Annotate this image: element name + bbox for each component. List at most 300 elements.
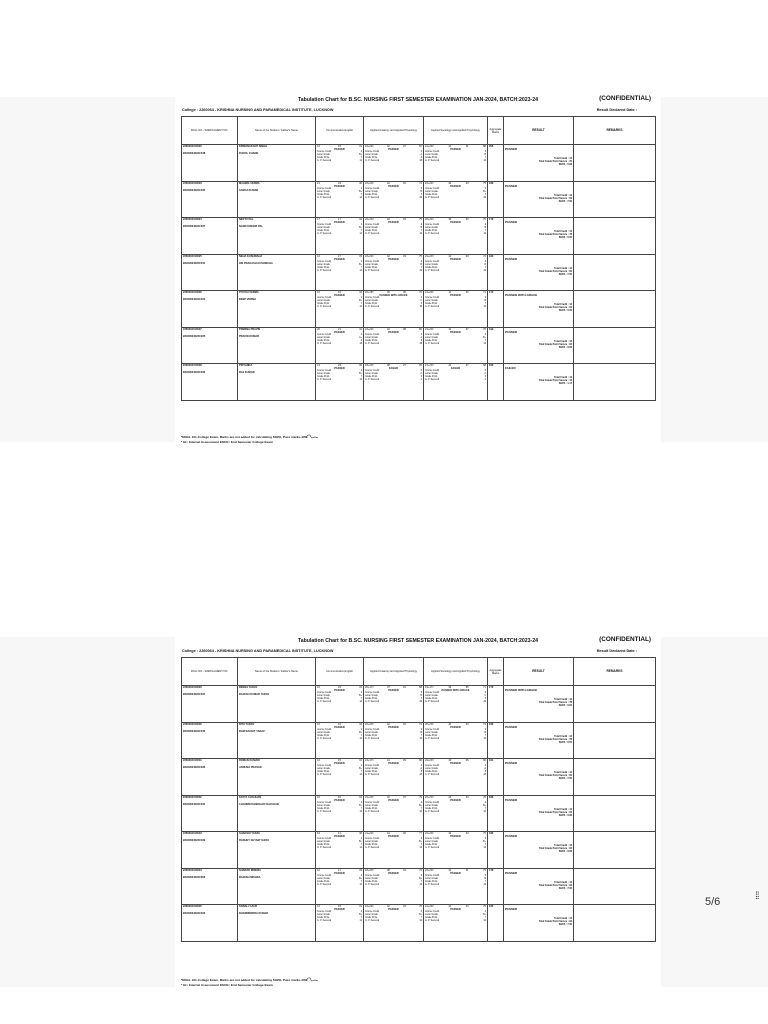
grade-value: 0 <box>484 379 486 381</box>
grade-value: 7 <box>360 880 362 883</box>
subject-status: PASSED <box>450 330 461 334</box>
grade-label: G. P. Secured <box>365 774 380 776</box>
grade-value: 7 <box>484 807 486 810</box>
grade-label: Course Credit <box>317 692 332 694</box>
grade-line <box>317 197 362 200</box>
grade-label: Course Credit <box>365 911 380 913</box>
grade-value: 2 <box>360 151 362 153</box>
roll-cell <box>182 364 238 401</box>
grade-label: Grade Point <box>317 193 330 196</box>
grade-label: Grade Point <box>425 193 438 196</box>
name-cell <box>238 181 316 218</box>
total-line <box>505 346 572 349</box>
mark-value: 42 <box>386 181 390 185</box>
subject-status: FAILED <box>388 367 399 370</box>
total-label: Total Grade Point Secure : <box>538 920 569 923</box>
mark-value: 31 <box>359 759 362 762</box>
student-row <box>182 218 656 255</box>
grade-value: A+ <box>359 336 362 339</box>
grade-label: Letter Grade <box>317 190 330 193</box>
grade-label: Course Credit <box>365 370 380 372</box>
grade-label: G. P. Secured <box>425 233 440 235</box>
result-cell <box>504 364 574 401</box>
mark-value: 37 <box>465 327 469 331</box>
subject-cell <box>316 327 364 364</box>
grade-label: G. P. Secured <box>317 920 332 922</box>
total-label: SGPA : <box>558 886 567 890</box>
grade-label: Course Credit <box>365 838 380 840</box>
mark-value: 30 <box>359 181 362 185</box>
grade-line <box>317 920 362 923</box>
header-subject-sociology: Applied Sociology and Applied Psychology <box>424 117 488 145</box>
mark-value: 40 <box>386 291 390 294</box>
result-declared-date: Result Declared Date : <box>596 649 637 653</box>
result-cell <box>504 905 574 942</box>
grade-value: 42 <box>483 160 486 162</box>
subject-cell <box>424 868 488 905</box>
grade-line <box>317 847 362 850</box>
result-cell <box>504 686 574 723</box>
enrollment-number: BSCN004023C027 <box>183 225 206 228</box>
grade-label: Letter Grade <box>317 300 330 302</box>
mark-value: 41 <box>448 254 452 258</box>
grade-value: 8 <box>484 771 486 773</box>
grade-label: G. P. Secured <box>425 774 440 776</box>
grade-value: 6 <box>420 151 422 153</box>
mark-value: 75 <box>483 181 486 185</box>
roll-cell <box>182 686 238 723</box>
confidential-label: (CONFIDENTIAL) <box>599 95 651 102</box>
grade-value: B+ <box>359 768 362 770</box>
grade-value: 48 <box>419 342 422 345</box>
student-row <box>182 327 656 364</box>
result-cell <box>504 145 574 182</box>
total-value: 84 <box>569 196 572 200</box>
grade-label: Grade Point <box>365 917 378 919</box>
student-name: ROMAN KUMARI <box>239 759 260 762</box>
total-label: Total Grade Point Secure : <box>538 233 569 236</box>
mark-value: 42 <box>386 905 390 908</box>
roll-number: 2260064010031 <box>183 759 202 762</box>
total-label: Total Grade Point Secure : <box>538 847 569 850</box>
subject-cell <box>364 905 424 942</box>
remarks-cell <box>574 832 656 869</box>
grade-value: 14 <box>359 774 362 776</box>
mark-value: 73 <box>483 868 486 872</box>
grade-line <box>425 701 486 704</box>
mark-value: 41 <box>386 832 390 835</box>
grade-value: B <box>484 731 486 734</box>
grade-label: Course Credit <box>425 692 440 694</box>
total-value: 1.17 <box>567 382 572 385</box>
total-value: 12 <box>569 303 572 306</box>
subject-cell <box>316 686 364 723</box>
mark-value: 74 <box>419 181 422 185</box>
result-status: PASSED WITH GRACE <box>505 293 538 297</box>
subject-status: PASSED <box>388 221 399 224</box>
father-name: PHOOL CHAND <box>239 152 259 155</box>
grade-value: B+ <box>359 227 362 229</box>
grade-label: Letter Grade <box>365 768 378 770</box>
grade-line <box>317 884 362 887</box>
total-label: Total Grade Point Secure : <box>538 379 569 382</box>
grade-value: 6 <box>420 224 422 226</box>
grade-label: Letter Grade <box>365 227 378 229</box>
father-name: SAROJ KUMAR <box>239 188 259 192</box>
result-status: PASSED <box>505 797 518 802</box>
student-row <box>182 868 656 905</box>
mark-value: 22+20= <box>365 795 374 799</box>
grade-label: G. P. Secured <box>317 269 332 272</box>
tabulation-table <box>181 657 656 942</box>
mark-value: 44 <box>448 759 452 762</box>
subject-status: PASSED <box>334 908 345 911</box>
grade-line <box>365 884 422 887</box>
grade-label: Grade Point <box>317 339 330 342</box>
name-cell <box>238 686 316 723</box>
grade-value: 14 <box>359 269 362 272</box>
subject-status: PASSED <box>388 762 399 765</box>
total-line <box>505 923 572 926</box>
grade-value: 0 <box>420 379 422 381</box>
roll-cell <box>182 145 238 182</box>
mark-value: 41 <box>448 905 452 908</box>
grade-value: 6 <box>484 728 486 731</box>
result-status: PASSED <box>505 329 518 334</box>
mark-value: 18+20= <box>365 868 374 872</box>
grade-line <box>365 811 422 814</box>
mark-value: 22+20= <box>365 327 374 331</box>
subject-cell <box>424 291 488 328</box>
enrollment-number: BSCN004023C024 <box>183 298 206 301</box>
grade-value: B <box>484 300 486 302</box>
grade-value: B+ <box>419 804 422 807</box>
roll-number: 2260064010030 <box>183 722 202 726</box>
subject-status: PASSED <box>388 257 399 261</box>
mark-value: 20 <box>317 327 320 331</box>
total-value: 14 <box>569 379 572 382</box>
grade-label: G. P. Secured <box>425 196 440 199</box>
grade-value: C <box>484 695 486 697</box>
grade-value: 14 <box>359 847 362 849</box>
grade-value: A <box>420 336 422 339</box>
father-name: JAMUNA PRASAD <box>239 766 262 769</box>
grade-value: 42 <box>419 701 422 703</box>
aggregate-cell: 182 <box>488 832 504 869</box>
mark-value: 27 <box>403 364 406 367</box>
mark-value: 34 <box>465 795 469 799</box>
total-value: 6.83 <box>567 813 572 817</box>
grade-label: Letter Grade <box>317 768 330 770</box>
student-name: RIYA YADAV <box>239 722 255 726</box>
grade-value: 6 <box>420 260 422 263</box>
result-status: FAILED <box>505 366 516 370</box>
grade-value: 7 <box>360 157 362 159</box>
grade-label: G. P. Secured <box>365 701 380 703</box>
mark-value: 37 <box>386 686 390 689</box>
subject-status: PASSED <box>450 294 461 297</box>
mark-value: 21+20= <box>425 145 434 148</box>
grade-label: G. P. Secured <box>365 810 380 813</box>
grade-label: G. P. Secured <box>317 160 332 162</box>
grade-value: 6 <box>484 692 486 694</box>
grade-value: 6 <box>420 911 422 913</box>
mark-value: 38 <box>403 327 406 331</box>
grade-label: Course Credit <box>425 260 440 263</box>
grade-value: B+ <box>483 841 486 843</box>
grade-label: G. P. Secured <box>365 883 380 886</box>
subject-cell <box>424 254 488 291</box>
total-label: SGPA : <box>558 923 567 926</box>
header-remarks: REMARKS <box>574 117 656 145</box>
grade-value: 7 <box>484 734 486 737</box>
enrollment-number: BSCN004023C036 <box>183 766 206 769</box>
total-label: Total Grade Point Secure : <box>538 774 569 777</box>
mark-value: 68 <box>483 364 486 367</box>
grade-label: Letter Grade <box>317 731 330 734</box>
totals-block <box>505 267 572 276</box>
signature-icon <box>305 433 319 439</box>
mark-value: 36 <box>359 364 362 367</box>
grade-label: Letter Grade <box>425 263 438 266</box>
grade-value: 7 <box>360 844 362 846</box>
grade-label: Letter Grade <box>425 336 438 339</box>
result-cell <box>504 868 574 905</box>
subject-status: PASSED <box>388 184 399 188</box>
roll-number: 2260064010026 <box>183 291 202 294</box>
father-name: RAJ KUMAR <box>239 371 255 374</box>
total-value: 6.83 <box>567 345 572 349</box>
total-label: SGPA : <box>558 850 567 853</box>
grade-value: F <box>484 373 486 375</box>
grade-label: Grade Point <box>365 157 378 159</box>
grade-label: Grade Point <box>365 376 378 378</box>
student-row <box>182 795 656 832</box>
mark-value: 70 <box>483 218 486 221</box>
mark-value: 65 <box>419 364 422 367</box>
student-name: MAHIMA VERMA <box>239 181 260 185</box>
grade-label: Grade Point <box>317 880 330 883</box>
student-row <box>182 722 656 759</box>
grade-label: Grade Point <box>365 880 378 883</box>
grade-value: 8 <box>420 339 422 342</box>
total-label: Total Credit : <box>554 303 569 306</box>
mark-value: 21+20= <box>425 364 434 367</box>
grade-value: B+ <box>359 877 362 880</box>
subject-cell <box>364 218 424 255</box>
grade-value: 42 <box>419 269 422 272</box>
mark-value: 22+20= <box>365 218 374 221</box>
totals-block <box>505 917 572 926</box>
subject-status: PASSED <box>450 798 461 802</box>
student-name: NEETU PAL <box>239 218 254 221</box>
more-options-icon[interactable]: ⁞⁞ <box>755 891 759 902</box>
mark-value: 80 <box>419 759 422 762</box>
grade-value: 2 <box>360 187 362 190</box>
result-status: PASSED <box>505 834 518 838</box>
grade-label: Letter Grade <box>425 841 438 843</box>
total-label: Total Credit : <box>554 880 569 884</box>
mark-value: 31 <box>359 905 362 908</box>
total-value: 12 <box>569 771 572 774</box>
total-value: 7.00 <box>567 886 572 890</box>
grade-label: G. P. Secured <box>425 883 440 886</box>
aggregate-cell: 178 <box>488 868 504 905</box>
total-line <box>505 163 572 166</box>
total-label: Total Credit : <box>554 157 569 160</box>
mark-value: 15 <box>338 145 341 148</box>
grade-value: 6 <box>484 370 486 372</box>
student-name: PIYUSH VERMA <box>239 291 259 294</box>
mark-value: 24+20= <box>425 759 434 762</box>
grade-value: 6 <box>484 260 486 263</box>
subject-status: PASSED <box>388 725 399 729</box>
remarks-cell <box>574 327 656 364</box>
grade-line <box>365 738 422 741</box>
grade-label: G. P. Secured <box>425 342 440 345</box>
total-label: SGPA : <box>558 309 567 312</box>
grade-value: 14 <box>359 233 362 235</box>
total-label: SGPA : <box>558 704 567 707</box>
grade-value: 7 <box>484 880 486 883</box>
mark-value: 75 <box>483 905 486 908</box>
remarks-cell <box>574 181 656 218</box>
header-subject-english: Communicative English <box>316 117 364 145</box>
subject-status: PASSED <box>388 871 399 875</box>
mark-value: 41 <box>448 291 452 294</box>
name-cell <box>238 868 316 905</box>
mark-value: 42 <box>386 254 390 258</box>
subject-cell <box>364 759 424 796</box>
student-row <box>182 759 656 796</box>
enrollment-number: BSCN004023C039 <box>183 839 206 842</box>
grade-value: 14 <box>359 306 362 308</box>
grade-value: B+ <box>483 336 486 339</box>
totals-block <box>505 771 572 780</box>
grade-value: 42 <box>419 737 422 740</box>
grade-label: Letter Grade <box>365 877 378 880</box>
total-value: 5.83 <box>567 163 572 166</box>
sheet-title: Tabulation Chart for B.SC. NURSING FIRST SEMESTER EXAMINATION JAN-2024, BATCH:2023-24 <box>297 638 539 644</box>
grade-value: 7 <box>484 266 486 269</box>
grade-line <box>365 343 422 346</box>
grade-value: B+ <box>359 841 362 843</box>
mark-value: 16 <box>317 795 320 799</box>
grade-value: 7 <box>360 698 362 700</box>
grade-label: Course Credit <box>317 801 332 804</box>
grade-label: Letter Grade <box>425 190 438 193</box>
grade-value: 7 <box>420 230 422 232</box>
grade-label: G. P. Secured <box>317 196 332 199</box>
grade-label: Course Credit <box>425 838 440 840</box>
mark-value: 76 <box>483 795 486 799</box>
mark-value: 34 <box>359 218 362 221</box>
grade-value: 7 <box>420 844 422 846</box>
grade-label: Letter Grade <box>365 373 378 375</box>
subject-cell <box>364 686 424 723</box>
grade-value: 2 <box>360 260 362 263</box>
total-label: Total Grade Point Secure : <box>538 160 569 163</box>
mark-value: 79 <box>419 795 422 799</box>
roll-number: 2260064010032 <box>183 795 202 799</box>
grade-label: Grade Point <box>365 230 378 232</box>
grade-label: G. P. Secured <box>425 160 440 162</box>
mark-value: 74 <box>483 254 486 258</box>
grade-value: 2 <box>360 224 362 226</box>
total-label: Total Credit : <box>554 339 569 343</box>
mark-value: 33 <box>465 832 469 835</box>
mark-value: 16 <box>317 722 320 726</box>
grade-line <box>365 197 422 200</box>
mark-value: 14 <box>338 832 341 835</box>
grade-label: Grade Point <box>365 771 378 773</box>
student-name: SHAKSHI YADAV <box>239 832 260 835</box>
total-label: SGPA : <box>558 163 567 166</box>
mark-value: 71 <box>483 686 486 689</box>
total-label: Total Credit : <box>554 917 569 920</box>
grade-value: 42 <box>419 883 422 886</box>
grade-value: B <box>420 695 422 697</box>
grade-label: Letter Grade <box>365 695 378 697</box>
subject-cell <box>364 722 424 759</box>
grade-value: 6 <box>420 765 422 767</box>
mark-value: 32 <box>403 722 406 726</box>
grade-value: 6 <box>484 224 486 226</box>
total-line <box>505 236 572 239</box>
student-name: SHARAD MISHRA <box>239 868 262 872</box>
total-label: SGPA : <box>558 345 567 349</box>
subject-cell <box>424 218 488 255</box>
student-row <box>182 364 656 401</box>
grade-label: G. P. Secured <box>317 737 332 740</box>
subject-cell <box>424 181 488 218</box>
mark-value: 30 <box>359 832 362 835</box>
grade-label: Course Credit <box>317 370 332 372</box>
enrollment-number: BSCN004023C045 <box>183 729 206 733</box>
mark-value: 71 <box>483 291 486 294</box>
roll-cell <box>182 181 238 218</box>
grade-label: Course Credit <box>365 728 380 731</box>
total-label: Total Credit : <box>554 266 569 270</box>
aggregate-cell: 199 <box>488 327 504 364</box>
grade-value: 7 <box>360 917 362 919</box>
grade-line <box>317 160 362 163</box>
total-label: SGPA : <box>558 236 567 239</box>
grade-value: 2 <box>360 370 362 372</box>
total-label: SGPA : <box>558 740 567 744</box>
roll-number: 2260064010028 <box>183 364 202 367</box>
subject-status: PASSED <box>388 148 399 151</box>
result-declared-date: Result Declared Date : <box>596 108 637 112</box>
grade-label: Letter Grade <box>425 373 438 375</box>
student-row <box>182 832 656 869</box>
result-status: PASSED <box>505 907 518 911</box>
total-value: 12 <box>569 698 572 701</box>
grade-label: Course Credit <box>365 151 380 153</box>
mark-value: 22+18= <box>365 291 374 294</box>
mark-value: 16 <box>338 291 341 294</box>
subject-cell <box>316 722 364 759</box>
grade-value: B+ <box>483 914 486 916</box>
mark-value: 19 <box>338 181 341 185</box>
total-value: 6.50 <box>567 236 572 239</box>
grade-label: Grade Point <box>365 193 378 196</box>
mark-value: 74 <box>419 722 422 726</box>
mark-value: 16 <box>317 686 320 689</box>
grade-label: G. P. Secured <box>425 269 440 272</box>
grade-line <box>425 884 486 887</box>
enrollment-number: BSCN004023C041 <box>183 261 206 265</box>
